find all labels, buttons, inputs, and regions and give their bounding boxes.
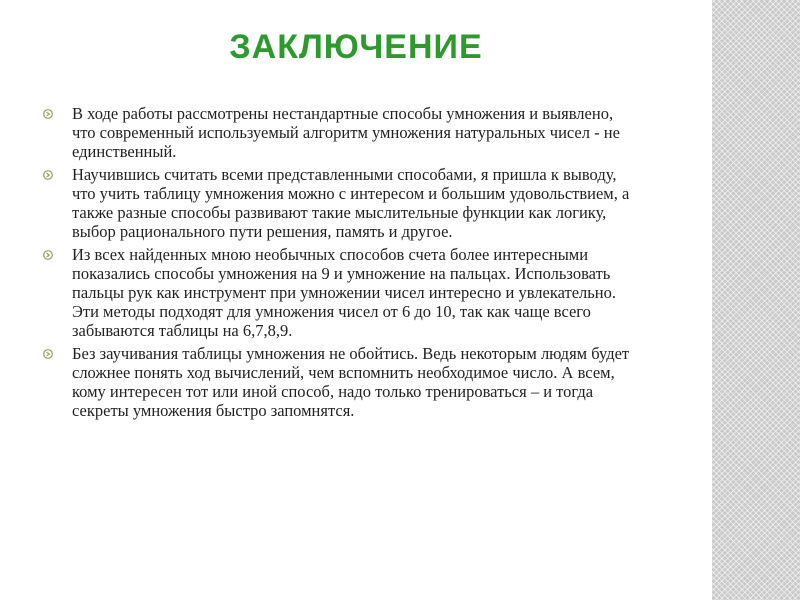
bullet-item — [40, 245, 640, 340]
circled-arrow-bullet-icon — [42, 108, 58, 120]
bullet-text: Научившись считать всеми представленными способами, я пришла к выводу, что учить таблицу умножения можно с интересом и большим удовольствием, а также разные способы развивают такие мыслительные функции как логику, выбор рационального пути решения, память и другое. — [72, 165, 630, 241]
bullet-list — [40, 104, 640, 424]
slide-title: ЗАКЛЮЧЕНИЕ — [229, 28, 483, 66]
decorative-side-band — [712, 0, 800, 600]
circled-arrow-bullet-icon — [42, 249, 58, 261]
bullet-item — [40, 104, 640, 161]
bullet-item — [40, 165, 640, 241]
bullet-text: Без заучивания таблицы умножения не обойтись. Ведь некоторым людям будет сложнее понять ход вычислений, чем вспомнить необходимое число. А всем, кому интересен тот или иной способ, надо только тренироваться – и тогда секреты умножения быстро запомнятся. — [72, 344, 630, 420]
bullet-text: В ходе работы рассмотрены нестандартные способы умножения и выявлено, что современный используемый алгоритм умножения натуральных чисел - не единственный. — [72, 104, 620, 161]
bullet-text: Из всех найденных мною необычных способов счета более интересными показались способы умножения на 9 и умножение на пальцах. Использовать пальцы рук как инструмент при умножении чисел интересно и увлекательно. Эти методы подходят для умножения чисел от 6 до 10, так как чаще всего забываются таблицы на 6,7,8,9. — [72, 245, 616, 340]
circled-arrow-bullet-icon — [42, 348, 58, 360]
bullet-item — [40, 344, 640, 420]
circled-arrow-bullet-icon — [42, 169, 58, 181]
